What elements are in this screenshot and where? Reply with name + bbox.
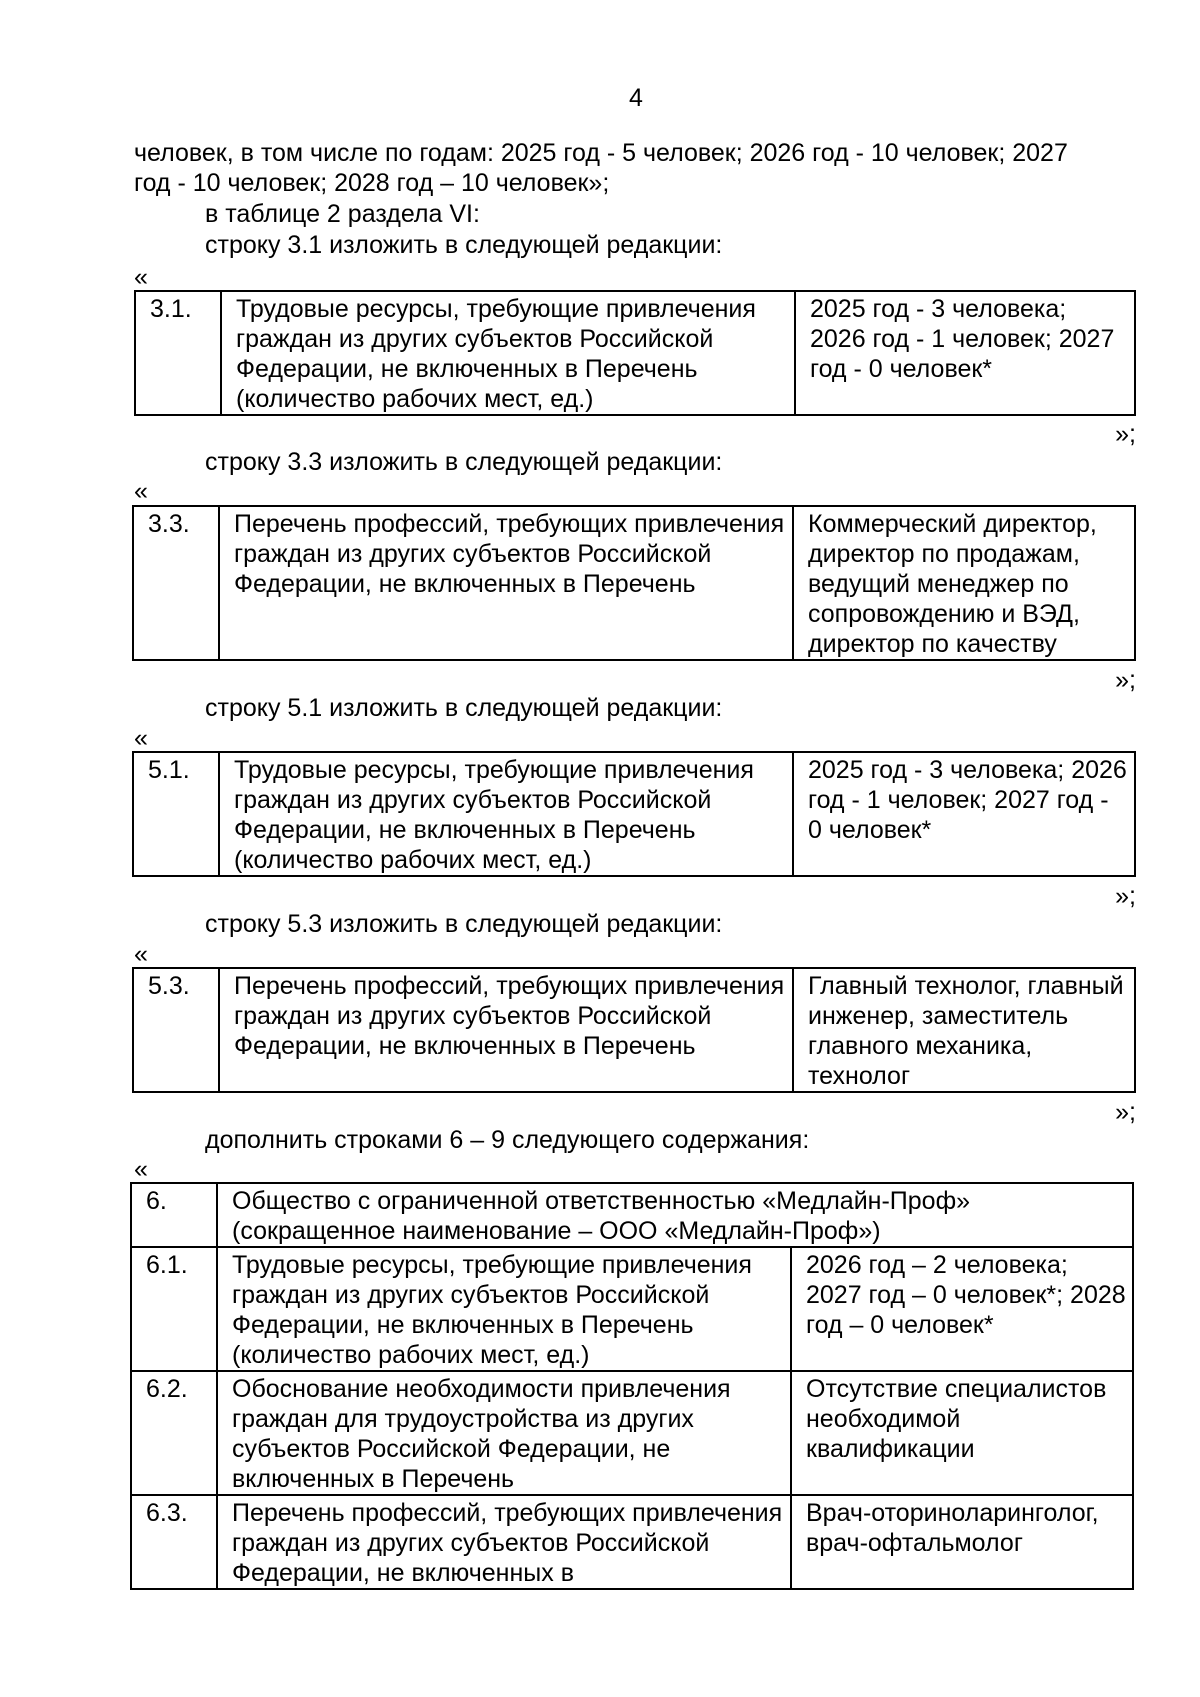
row-value: Врач-оториноларинголог, врач-офтальмолог bbox=[791, 1495, 1133, 1589]
row-number: 3.1. bbox=[135, 291, 221, 415]
row-number: 5.1. bbox=[133, 752, 219, 876]
intro-line-2: год - 10 человек; 2028 год – 10 человек»; bbox=[134, 169, 610, 197]
page-number: 4 bbox=[629, 84, 643, 112]
open-quote: « bbox=[134, 477, 148, 505]
row-value: Главный технолог, главный инженер, заместитель главного механика, технолог bbox=[793, 968, 1135, 1092]
row-description: Трудовые ресурсы, требующие привлечения граждан из других субъектов Российской Федерации, не включенных в Перечень (количество рабочих мест, ед.) bbox=[217, 1247, 791, 1371]
row-number: 6. bbox=[131, 1183, 217, 1247]
row-number: 3.3. bbox=[133, 506, 219, 660]
instruction-5-1: строку 5.1 изложить в следующей редакции: bbox=[205, 694, 723, 722]
table-row-3-1 bbox=[134, 290, 1136, 416]
open-quote: « bbox=[134, 724, 148, 752]
row-number: 6.1. bbox=[131, 1247, 217, 1371]
row-description: Перечень профессий, требующих привлечения граждан из других субъектов Российской Федерации, не включенных в Перечень bbox=[219, 968, 793, 1092]
table-rows-6 bbox=[130, 1182, 1134, 1590]
table-row-6 bbox=[131, 1183, 1133, 1247]
open-quote: « bbox=[134, 1155, 148, 1183]
open-quote: « bbox=[134, 263, 148, 291]
instruction-6-9: дополнить строками 6 – 9 следующего содержания: bbox=[205, 1126, 810, 1154]
table-row-6-3 bbox=[131, 1495, 1133, 1589]
open-quote: « bbox=[134, 940, 148, 968]
row-description: Обоснование необходимости привлечения граждан для трудоустройства из других субъектов Российской Федерации, не включенных в Перечень bbox=[217, 1371, 791, 1495]
row-value: Коммерческий директор, директор по продажам, ведущий менеджер по сопровождению и ВЭД, директор по качеству bbox=[793, 506, 1135, 660]
row-value: 2025 год - 3 человека; 2026 год - 1 человек; 2027 год - 0 человек* bbox=[795, 291, 1135, 415]
instruction-5-3: строку 5.3 изложить в следующей редакции: bbox=[205, 910, 723, 938]
row-value: 2025 год - 3 человека; 2026 год - 1 человек; 2027 год - 0 человек* bbox=[793, 752, 1135, 876]
row-description: Перечень профессий, требующих привлечения граждан из других субъектов Российской Федерации, не включенных в bbox=[217, 1495, 791, 1589]
row-number: 6.3. bbox=[131, 1495, 217, 1589]
intro-line-3: в таблице 2 раздела VI: bbox=[205, 200, 480, 228]
instruction-3-1: строку 3.1 изложить в следующей редакции: bbox=[205, 231, 723, 259]
close-quote: »; bbox=[1115, 666, 1136, 694]
table-row-6-2 bbox=[131, 1371, 1133, 1495]
close-quote: »; bbox=[1115, 420, 1136, 448]
row-description: Трудовые ресурсы, требующие привлечения граждан из других субъектов Российской Федерации, не включенных в Перечень (количество рабочих мест, ед.) bbox=[221, 291, 795, 415]
table-row-5-1 bbox=[132, 751, 1136, 877]
row-number: 6.2. bbox=[131, 1371, 217, 1495]
row-number: 5.3. bbox=[133, 968, 219, 1092]
close-quote: »; bbox=[1115, 1098, 1136, 1126]
row-description: Трудовые ресурсы, требующие привлечения граждан из других субъектов Российской Федерации, не включенных в Перечень (количество рабочих мест, ед.) bbox=[219, 752, 793, 876]
table-row-5-3 bbox=[132, 967, 1136, 1093]
row-description: Перечень профессий, требующих привлечения граждан из других субъектов Российской Федерации, не включенных в Перечень bbox=[219, 506, 793, 660]
intro-line-1: человек, в том числе по годам: 2025 год - 5 человек; 2026 год - 10 человек; 2027 bbox=[134, 139, 1068, 167]
table-row-6-1 bbox=[131, 1247, 1133, 1371]
table-row-3-3 bbox=[132, 505, 1136, 661]
row-value: 2026 год – 2 человека; 2027 год – 0 человек*; 2028 год – 0 человек* bbox=[791, 1247, 1133, 1371]
instruction-3-3: строку 3.3 изложить в следующей редакции: bbox=[205, 448, 723, 476]
close-quote: »; bbox=[1115, 882, 1136, 910]
row-description: Общество с ограниченной ответственностью «Медлайн-Проф» (сокращенное наименование – ООО «Медлайн-Проф») bbox=[217, 1183, 1133, 1247]
row-value: Отсутствие специалистов необходимой квалификации bbox=[791, 1371, 1133, 1495]
